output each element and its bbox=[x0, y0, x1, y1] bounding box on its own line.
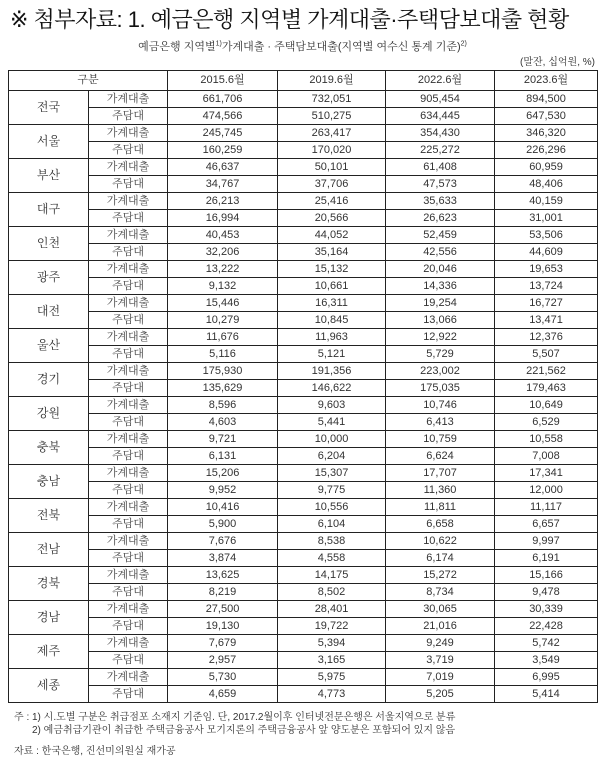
value-cell: 661,706 bbox=[168, 91, 278, 108]
value-cell: 32,206 bbox=[168, 244, 278, 261]
loan-type: 가계대출 bbox=[89, 533, 168, 550]
loan-type: 주담대 bbox=[89, 652, 168, 669]
unit-label: (말잔, 십억원, %) bbox=[520, 57, 595, 68]
loan-type: 주담대 bbox=[89, 482, 168, 499]
value-cell: 14,175 bbox=[278, 567, 386, 584]
value-cell: 5,975 bbox=[278, 669, 386, 686]
value-cell: 10,279 bbox=[168, 312, 278, 329]
loan-type: 가계대출 bbox=[89, 159, 168, 176]
table-row bbox=[9, 397, 598, 414]
value-cell: 5,730 bbox=[168, 669, 278, 686]
region-name: 광주 bbox=[9, 261, 89, 295]
loan-type: 가계대출 bbox=[89, 669, 168, 686]
value-cell: 5,394 bbox=[278, 635, 386, 652]
table-row bbox=[9, 261, 598, 278]
loan-type: 주담대 bbox=[89, 414, 168, 431]
value-cell: 27,500 bbox=[168, 601, 278, 618]
footnote-1: 주 : 1) 시.도별 구분은 취급점포 소재지 기준임. 단, 2017.2월이후 인터넷전문은행은 서울지역으로 분류 bbox=[14, 712, 456, 723]
value-cell: 10,649 bbox=[495, 397, 598, 414]
loan-type: 가계대출 bbox=[89, 91, 168, 108]
value-cell: 5,414 bbox=[495, 686, 598, 703]
value-cell: 61,408 bbox=[386, 159, 495, 176]
footnote-2: 2) 예금취급기관이 취급한 주택금융공사 모기지론의 주택금융공사 앞 양도분은 포함되어 있지 않음 bbox=[32, 725, 456, 736]
region-name: 경기 bbox=[9, 363, 89, 397]
source-note: 자료 : 한국은행, 진선미의원실 재가공 bbox=[14, 746, 176, 757]
loan-type: 주담대 bbox=[89, 346, 168, 363]
table-row bbox=[9, 686, 598, 703]
value-cell: 34,767 bbox=[168, 176, 278, 193]
value-cell: 5,729 bbox=[386, 346, 495, 363]
value-cell: 5,900 bbox=[168, 516, 278, 533]
value-cell: 8,596 bbox=[168, 397, 278, 414]
value-cell: 135,629 bbox=[168, 380, 278, 397]
value-cell: 6,131 bbox=[168, 448, 278, 465]
value-cell: 19,254 bbox=[386, 295, 495, 312]
value-cell: 5,121 bbox=[278, 346, 386, 363]
value-cell: 10,558 bbox=[495, 431, 598, 448]
value-cell: 146,622 bbox=[278, 380, 386, 397]
value-cell: 15,272 bbox=[386, 567, 495, 584]
value-cell: 10,622 bbox=[386, 533, 495, 550]
value-cell: 245,745 bbox=[168, 125, 278, 142]
value-cell: 19,722 bbox=[278, 618, 386, 635]
region-name: 강원 bbox=[9, 397, 89, 431]
value-cell: 6,995 bbox=[495, 669, 598, 686]
table-row bbox=[9, 159, 598, 176]
value-cell: 48,406 bbox=[495, 176, 598, 193]
table-row bbox=[9, 227, 598, 244]
value-cell: 13,471 bbox=[495, 312, 598, 329]
value-cell: 17,707 bbox=[386, 465, 495, 482]
value-cell: 7,008 bbox=[495, 448, 598, 465]
value-cell: 7,676 bbox=[168, 533, 278, 550]
value-cell: 6,529 bbox=[495, 414, 598, 431]
value-cell: 42,556 bbox=[386, 244, 495, 261]
loan-type: 가계대출 bbox=[89, 125, 168, 142]
value-cell: 15,307 bbox=[278, 465, 386, 482]
value-cell: 15,446 bbox=[168, 295, 278, 312]
value-cell: 5,441 bbox=[278, 414, 386, 431]
loan-table bbox=[8, 70, 598, 703]
value-cell: 7,679 bbox=[168, 635, 278, 652]
value-cell: 160,259 bbox=[168, 142, 278, 159]
value-cell: 5,205 bbox=[386, 686, 495, 703]
value-cell: 44,609 bbox=[495, 244, 598, 261]
value-cell: 40,159 bbox=[495, 193, 598, 210]
header-2019: 2019.6월 bbox=[278, 71, 386, 91]
subtitle-text-a: 예금은행 지역별 bbox=[138, 41, 216, 53]
loan-type: 주담대 bbox=[89, 516, 168, 533]
table-row bbox=[9, 465, 598, 482]
loan-type: 가계대출 bbox=[89, 465, 168, 482]
value-cell: 52,459 bbox=[386, 227, 495, 244]
value-cell: 4,773 bbox=[278, 686, 386, 703]
table-row bbox=[9, 363, 598, 380]
loan-type: 주담대 bbox=[89, 380, 168, 397]
value-cell: 10,746 bbox=[386, 397, 495, 414]
loan-type: 가계대출 bbox=[89, 397, 168, 414]
loan-type: 주담대 bbox=[89, 686, 168, 703]
region-name: 인천 bbox=[9, 227, 89, 261]
value-cell: 35,633 bbox=[386, 193, 495, 210]
loan-type: 가계대출 bbox=[89, 261, 168, 278]
value-cell: 15,206 bbox=[168, 465, 278, 482]
loan-type: 주담대 bbox=[89, 584, 168, 601]
value-cell: 221,562 bbox=[495, 363, 598, 380]
loan-type: 주담대 bbox=[89, 142, 168, 159]
value-cell: 11,360 bbox=[386, 482, 495, 499]
value-cell: 12,922 bbox=[386, 329, 495, 346]
value-cell: 179,463 bbox=[495, 380, 598, 397]
footnote-ref-1: 1) bbox=[215, 40, 222, 48]
value-cell: 40,453 bbox=[168, 227, 278, 244]
value-cell: 894,500 bbox=[495, 91, 598, 108]
region-name: 대전 bbox=[9, 295, 89, 329]
table-subtitle bbox=[8, 40, 597, 54]
region-name: 세종 bbox=[9, 669, 89, 703]
value-cell: 6,657 bbox=[495, 516, 598, 533]
value-cell: 35,164 bbox=[278, 244, 386, 261]
value-cell: 905,454 bbox=[386, 91, 495, 108]
value-cell: 16,727 bbox=[495, 295, 598, 312]
value-cell: 60,959 bbox=[495, 159, 598, 176]
table-row bbox=[9, 431, 598, 448]
loan-type: 가계대출 bbox=[89, 193, 168, 210]
loan-type: 주담대 bbox=[89, 312, 168, 329]
loan-type: 가계대출 bbox=[89, 227, 168, 244]
value-cell: 10,416 bbox=[168, 499, 278, 516]
table-row bbox=[9, 482, 598, 499]
value-cell: 16,994 bbox=[168, 210, 278, 227]
table-row bbox=[9, 210, 598, 227]
page-title: ※ 첨부자료: 1. 예금은행 지역별 가계대출·주택담보대출 현황 bbox=[10, 7, 569, 32]
value-cell: 634,445 bbox=[386, 108, 495, 125]
table-row bbox=[9, 108, 598, 125]
value-cell: 21,016 bbox=[386, 618, 495, 635]
value-cell: 9,997 bbox=[495, 533, 598, 550]
value-cell: 4,558 bbox=[278, 550, 386, 567]
value-cell: 2,957 bbox=[168, 652, 278, 669]
value-cell: 6,191 bbox=[495, 550, 598, 567]
region-name: 전남 bbox=[9, 533, 89, 567]
value-cell: 11,117 bbox=[495, 499, 598, 516]
value-cell: 10,759 bbox=[386, 431, 495, 448]
value-cell: 6,174 bbox=[386, 550, 495, 567]
value-cell: 53,506 bbox=[495, 227, 598, 244]
region-name: 서울 bbox=[9, 125, 89, 159]
value-cell: 20,566 bbox=[278, 210, 386, 227]
value-cell: 9,721 bbox=[168, 431, 278, 448]
value-cell: 175,930 bbox=[168, 363, 278, 380]
value-cell: 3,874 bbox=[168, 550, 278, 567]
value-cell: 11,963 bbox=[278, 329, 386, 346]
footnotes bbox=[8, 711, 597, 737]
value-cell: 226,296 bbox=[495, 142, 598, 159]
loan-type: 가계대출 bbox=[89, 363, 168, 380]
header-category: 구분 bbox=[9, 71, 168, 91]
value-cell: 474,566 bbox=[168, 108, 278, 125]
header-2015: 2015.6월 bbox=[168, 71, 278, 91]
loan-type: 주담대 bbox=[89, 244, 168, 261]
region-name: 경북 bbox=[9, 567, 89, 601]
value-cell: 6,104 bbox=[278, 516, 386, 533]
value-cell: 31,001 bbox=[495, 210, 598, 227]
value-cell: 8,538 bbox=[278, 533, 386, 550]
value-cell: 10,845 bbox=[278, 312, 386, 329]
table-header-row bbox=[9, 71, 598, 91]
value-cell: 12,376 bbox=[495, 329, 598, 346]
table-row bbox=[9, 193, 598, 210]
loan-type: 주담대 bbox=[89, 210, 168, 227]
value-cell: 3,719 bbox=[386, 652, 495, 669]
value-cell: 37,706 bbox=[278, 176, 386, 193]
table-row bbox=[9, 414, 598, 431]
region-name: 제주 bbox=[9, 635, 89, 669]
value-cell: 13,724 bbox=[495, 278, 598, 295]
table-row bbox=[9, 516, 598, 533]
value-cell: 30,065 bbox=[386, 601, 495, 618]
region-name: 부산 bbox=[9, 159, 89, 193]
table-row bbox=[9, 618, 598, 635]
loan-type: 주담대 bbox=[89, 550, 168, 567]
value-cell: 9,132 bbox=[168, 278, 278, 295]
loan-type: 주담대 bbox=[89, 278, 168, 295]
table-row bbox=[9, 125, 598, 142]
value-cell: 22,428 bbox=[495, 618, 598, 635]
loan-type: 주담대 bbox=[89, 176, 168, 193]
region-name: 울산 bbox=[9, 329, 89, 363]
table-row bbox=[9, 669, 598, 686]
loan-type: 가계대출 bbox=[89, 601, 168, 618]
value-cell: 8,734 bbox=[386, 584, 495, 601]
value-cell: 732,051 bbox=[278, 91, 386, 108]
loan-type: 주담대 bbox=[89, 448, 168, 465]
value-cell: 10,661 bbox=[278, 278, 386, 295]
table-row bbox=[9, 635, 598, 652]
table-row bbox=[9, 533, 598, 550]
value-cell: 10,000 bbox=[278, 431, 386, 448]
table-row bbox=[9, 346, 598, 363]
value-cell: 510,275 bbox=[278, 108, 386, 125]
table-row bbox=[9, 176, 598, 193]
value-cell: 47,573 bbox=[386, 176, 495, 193]
value-cell: 46,637 bbox=[168, 159, 278, 176]
table-row bbox=[9, 244, 598, 261]
value-cell: 13,222 bbox=[168, 261, 278, 278]
value-cell: 225,272 bbox=[386, 142, 495, 159]
region-name: 대구 bbox=[9, 193, 89, 227]
value-cell: 11,811 bbox=[386, 499, 495, 516]
table-row bbox=[9, 448, 598, 465]
value-cell: 5,742 bbox=[495, 635, 598, 652]
loan-type: 가계대출 bbox=[89, 567, 168, 584]
value-cell: 354,430 bbox=[386, 125, 495, 142]
value-cell: 13,066 bbox=[386, 312, 495, 329]
region-name: 충남 bbox=[9, 465, 89, 499]
value-cell: 9,478 bbox=[495, 584, 598, 601]
loan-type: 가계대출 bbox=[89, 635, 168, 652]
value-cell: 15,166 bbox=[495, 567, 598, 584]
table-row bbox=[9, 329, 598, 346]
value-cell: 7,019 bbox=[386, 669, 495, 686]
value-cell: 5,116 bbox=[168, 346, 278, 363]
value-cell: 12,000 bbox=[495, 482, 598, 499]
value-cell: 20,046 bbox=[386, 261, 495, 278]
value-cell: 175,035 bbox=[386, 380, 495, 397]
value-cell: 5,507 bbox=[495, 346, 598, 363]
value-cell: 19,130 bbox=[168, 618, 278, 635]
value-cell: 6,413 bbox=[386, 414, 495, 431]
table-row bbox=[9, 499, 598, 516]
value-cell: 4,659 bbox=[168, 686, 278, 703]
value-cell: 6,204 bbox=[278, 448, 386, 465]
header-2022: 2022.6월 bbox=[386, 71, 495, 91]
value-cell: 13,625 bbox=[168, 567, 278, 584]
value-cell: 9,249 bbox=[386, 635, 495, 652]
value-cell: 9,952 bbox=[168, 482, 278, 499]
value-cell: 50,101 bbox=[278, 159, 386, 176]
table-row bbox=[9, 550, 598, 567]
value-cell: 3,165 bbox=[278, 652, 386, 669]
value-cell: 25,416 bbox=[278, 193, 386, 210]
loan-type: 가계대출 bbox=[89, 295, 168, 312]
value-cell: 44,052 bbox=[278, 227, 386, 244]
value-cell: 26,623 bbox=[386, 210, 495, 227]
value-cell: 191,356 bbox=[278, 363, 386, 380]
value-cell: 346,320 bbox=[495, 125, 598, 142]
loan-type: 가계대출 bbox=[89, 431, 168, 448]
table-row bbox=[9, 567, 598, 584]
value-cell: 10,556 bbox=[278, 499, 386, 516]
value-cell: 11,676 bbox=[168, 329, 278, 346]
value-cell: 15,132 bbox=[278, 261, 386, 278]
value-cell: 8,502 bbox=[278, 584, 386, 601]
value-cell: 30,339 bbox=[495, 601, 598, 618]
value-cell: 170,020 bbox=[278, 142, 386, 159]
region-name: 경남 bbox=[9, 601, 89, 635]
region-name: 전북 bbox=[9, 499, 89, 533]
subtitle-text-b: 가계대출 · 주택담보대출(지역별 여수신 통계 기준) bbox=[221, 41, 461, 53]
header-2023: 2023.6월 bbox=[495, 71, 598, 91]
value-cell: 223,002 bbox=[386, 363, 495, 380]
value-cell: 8,219 bbox=[168, 584, 278, 601]
value-cell: 14,336 bbox=[386, 278, 495, 295]
table-row bbox=[9, 380, 598, 397]
region-name: 충북 bbox=[9, 431, 89, 465]
table-row bbox=[9, 312, 598, 329]
value-cell: 26,213 bbox=[168, 193, 278, 210]
table-row bbox=[9, 295, 598, 312]
value-cell: 19,653 bbox=[495, 261, 598, 278]
value-cell: 17,341 bbox=[495, 465, 598, 482]
loan-type: 가계대출 bbox=[89, 329, 168, 346]
value-cell: 9,775 bbox=[278, 482, 386, 499]
value-cell: 9,603 bbox=[278, 397, 386, 414]
value-cell: 6,624 bbox=[386, 448, 495, 465]
loan-type: 주담대 bbox=[89, 108, 168, 125]
value-cell: 263,417 bbox=[278, 125, 386, 142]
value-cell: 647,530 bbox=[495, 108, 598, 125]
table-row bbox=[9, 601, 598, 618]
loan-type: 가계대출 bbox=[89, 499, 168, 516]
table-row bbox=[9, 142, 598, 159]
region-name: 전국 bbox=[9, 91, 89, 125]
table-row bbox=[9, 652, 598, 669]
value-cell: 28,401 bbox=[278, 601, 386, 618]
value-cell: 16,311 bbox=[278, 295, 386, 312]
table-row bbox=[9, 584, 598, 601]
value-cell: 3,549 bbox=[495, 652, 598, 669]
value-cell: 6,658 bbox=[386, 516, 495, 533]
value-cell: 4,603 bbox=[168, 414, 278, 431]
footnote-ref-2: 2) bbox=[460, 40, 467, 48]
table-row bbox=[9, 91, 598, 108]
loan-type: 주담대 bbox=[89, 618, 168, 635]
table-row bbox=[9, 278, 598, 295]
